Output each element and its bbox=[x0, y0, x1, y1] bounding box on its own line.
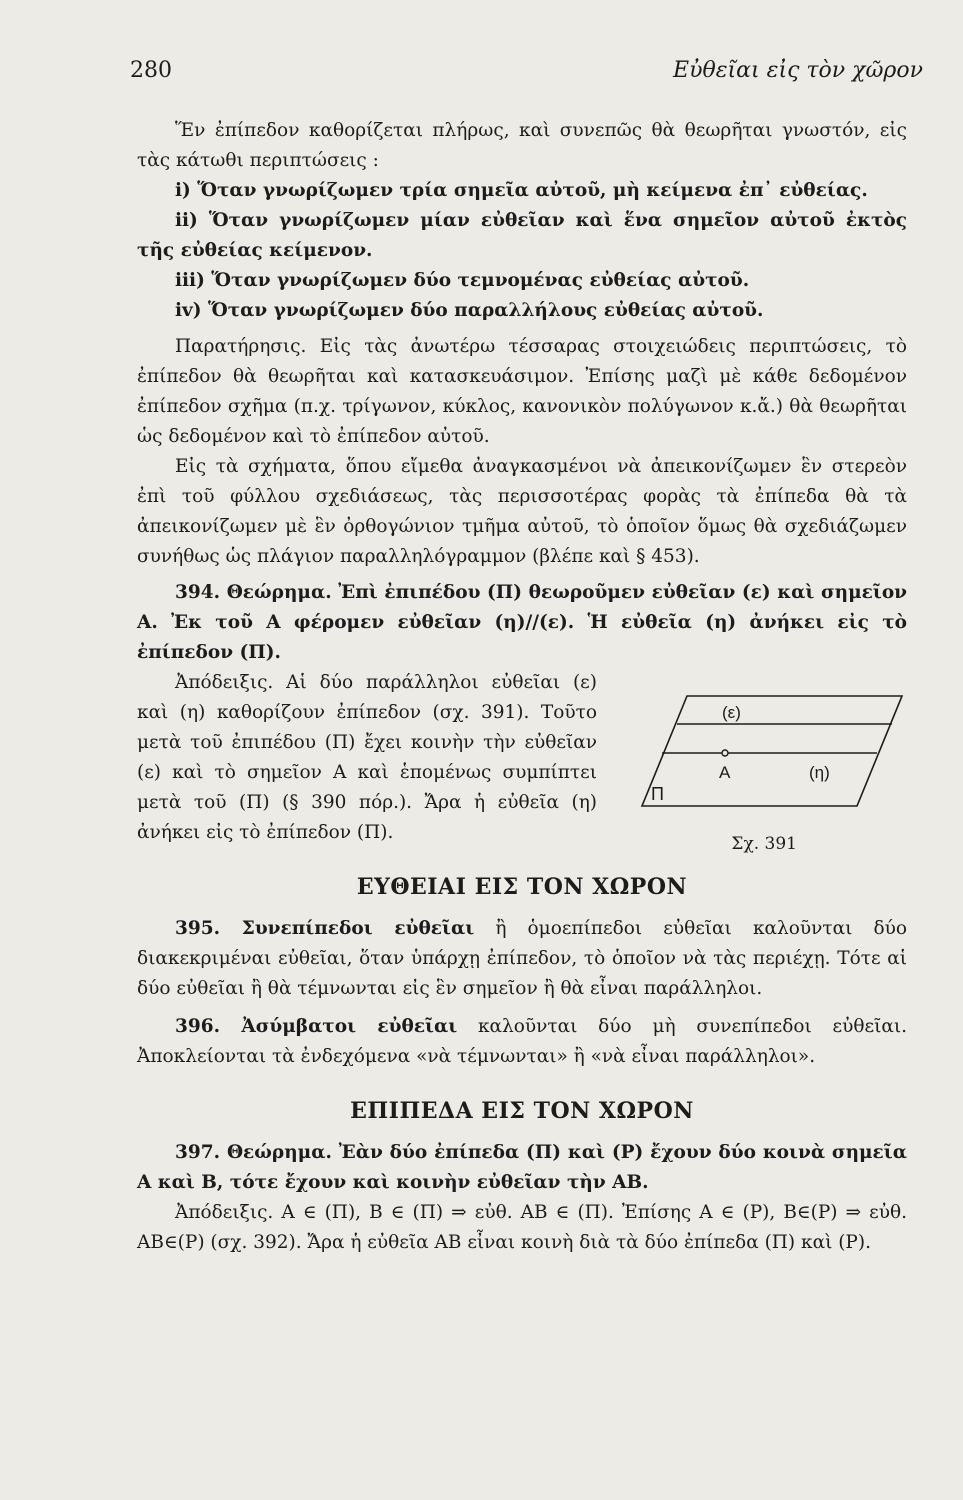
section-number: 395. bbox=[175, 918, 221, 939]
figure-391-caption: Σχ. 391 bbox=[731, 834, 797, 854]
label-line-h: (η) bbox=[809, 763, 830, 782]
figures-paragraph: Εἰς τὰ σχήματα, ὅπου εἴμεθα ἀναγκασμένοι νὰ ἀπεικονίζωμεν ἓν στερεὸν ἐπὶ τοῦ φύλλου σχεδιάσεως, τὰς περισσοτέρας φορὰς τὰ ἐπίπεδα θὰ τὰ ἀπεικονίζωμεν μὲ ἓν ὀρθογώνιον τμῆμα αὐτοῦ, τὸ ὁποῖον ὅμως θὰ σχεδιάζωμεν συνήθως ὡς πλάγιον παραλληλόγραμμον (βλέπε καὶ § 453). bbox=[137, 456, 907, 567]
section-394-statement bbox=[137, 578, 907, 668]
case-iii: iii) Ὅταν γνωρίζωμεν δύο τεμνομένας εὐθείας αὐτοῦ. bbox=[175, 270, 750, 291]
figure-391 bbox=[637, 678, 907, 854]
case-i: i) Ὅταν γνωρίζωμεν τρία σημεῖα αὐτοῦ, μὴ κείμενα ἐπ᾽ εὐθείας. bbox=[175, 180, 868, 201]
case-iv: iv) Ὅταν γνωρίζωμεν δύο παραλλήλους εὐθείας αὐτοῦ. bbox=[175, 300, 764, 321]
theorem-statement: Ἐὰν δύο ἐπίπεδα (Π) καὶ (Ρ) ἔχουν δύο κοινὰ σημεῖα Α καὶ Β, τότε ἔχουν καὶ κοινὴν εὐθεῖαν τὴν ΑΒ. bbox=[137, 1142, 907, 1193]
case-ii: ii) Ὅταν γνωρίζωμεν μίαν εὐθεῖαν καὶ ἕνα σημεῖον αὐτοῦ ἐκτὸς τῆς εὐθείας κείμενον. bbox=[137, 210, 907, 261]
label-point-A: Α bbox=[719, 763, 731, 782]
term-skew-lines: Ἀσύμβατοι εὐθεῖαι bbox=[220, 1016, 458, 1037]
section-title: Θεώρημα. bbox=[220, 1142, 332, 1163]
definition-text: ἢ ὁμοεπίπεδοι εὐθεῖαι καλοῦνται δύο διακεκριμέναι εὐθεῖαι, ὅταν ὑπάρχῃ ἐπίπεδον, τὸ ὁποῖον νὰ τὰς περιέχῃ. Τότε αἱ δύο εὐθεῖαι ἢ θὰ τέμνωνται εἰς ἓν σημεῖον ἢ θὰ εἶναι παράλληλοι. bbox=[137, 918, 907, 999]
label-line-e: (ε) bbox=[722, 703, 741, 722]
proof-text: Αἱ δύο παράλληλοι εὐθεῖαι (ε) καὶ (η) καθορίζουν ἐπίπεδον (σχ. 391). Τοῦτο μετὰ τοῦ ἐπιπέδου (Π) ἔχει κοινὴν τὴν εὐθεῖαν (ε) καὶ τὸ σημεῖον Α καὶ ἑπομένως συμπίπτει μετὰ τοῦ (Π) (§ 390 πόρ.). Ἄρα ἡ εὐθεῖα (η) ἀνήκει εἰς τὸ ἐπίπεδον (Π). bbox=[137, 672, 597, 843]
proof-394 bbox=[137, 668, 597, 848]
proof-label: Ἀπόδειξις. bbox=[175, 1202, 274, 1223]
proof-label: Ἀπόδειξις. bbox=[175, 672, 274, 693]
figure-391-diagram bbox=[637, 678, 907, 828]
label-plane-P: Π bbox=[651, 784, 664, 804]
section-title: Θεώρημα. bbox=[220, 582, 332, 603]
section-397-statement bbox=[137, 1138, 907, 1198]
remark-label: Παρατήρησις. bbox=[175, 336, 307, 357]
proof-397 bbox=[137, 1198, 907, 1258]
proof-text: Α ∈ (Π), Β ∈ (Π) ⇒ εὐθ. ΑΒ ∈ (Π). Ἐπίσης Α ∈ (Ρ), Β∈(Ρ) ⇒ εὐθ. ΑΒ∈(Ρ) (σχ. 392). Ἄρα ἡ εὐθεῖα ΑΒ εἶναι κοινὴ διὰ τὰ δύο ἐπίπεδα (Π) καὶ (Ρ). bbox=[137, 1202, 907, 1253]
section-number: 396. bbox=[175, 1016, 221, 1037]
proof-394-block bbox=[137, 668, 907, 854]
section-395 bbox=[137, 914, 907, 1004]
plane-parallelogram bbox=[642, 696, 902, 806]
point-A bbox=[722, 750, 728, 756]
definition-text: καλοῦνται δύο μὴ συνεπίπεδοι εὐθεῖαι. Ἀποκλείονται τὰ ἐνδεχόμενα «νὰ τέμνωνται» ἢ «νὰ εἶναι παράλληλοι». bbox=[137, 1016, 907, 1067]
section-number: 397. bbox=[175, 1142, 221, 1163]
section-396 bbox=[137, 1012, 907, 1072]
running-head: Εὐθεῖαι εἰς τὸν χῶρον bbox=[673, 58, 923, 83]
heading-planes-in-space: ΕΠΙΠΕΔΑ ΕΙΣ ΤΟΝ ΧΩΡΟΝ bbox=[350, 1098, 694, 1124]
section-number: 394. bbox=[175, 582, 221, 603]
remark-paragraph bbox=[137, 332, 907, 452]
page-number: 280 bbox=[130, 58, 172, 83]
heading-lines-in-space: ΕΥΘΕΙΑΙ ΕΙΣ ΤΟΝ ΧΩΡΟΝ bbox=[356, 874, 688, 900]
page-header bbox=[130, 58, 923, 94]
term-coplanar-lines: Συνεπίπεδοι εὐθεῖαι bbox=[220, 918, 475, 939]
theorem-statement: Ἐπὶ ἐπιπέδου (Π) θεωροῦμεν εὐθεῖαν (ε) καὶ σημεῖον Α. Ἐκ τοῦ Α φέρομεν εὐθεῖαν (η)//(ε). Ἡ εὐθεῖα (η) ἀνήκει εἰς τὸ ἐπίπεδον (Π). bbox=[137, 582, 908, 663]
page-body bbox=[137, 116, 907, 1258]
remark-text: Εἰς τὰς ἀνωτέρω τέσσαρας στοιχειώδεις περιπτώσεις, τὸ ἐπίπεδον θὰ θεωρῆται καὶ κατασκευάσιμον. Ἐπίσης μαζὶ μὲ κάθε δεδομένον ἐπίπεδον σχῆμα (π.χ. τρίγωνον, κύκλος, κανονικὸν πολύγωνον κ.ἄ.) θὰ θεωρῆται ὡς δεδομένον καὶ τὸ ἐπίπεδον αὐτοῦ. bbox=[137, 336, 907, 447]
intro-paragraph: Ἕν ἐπίπεδον καθορίζεται πλήρως, καὶ συνεπῶς θὰ θεωρῆται γνωστόν, εἰς τὰς κάτωθι περιπτώσεις : bbox=[137, 120, 907, 171]
